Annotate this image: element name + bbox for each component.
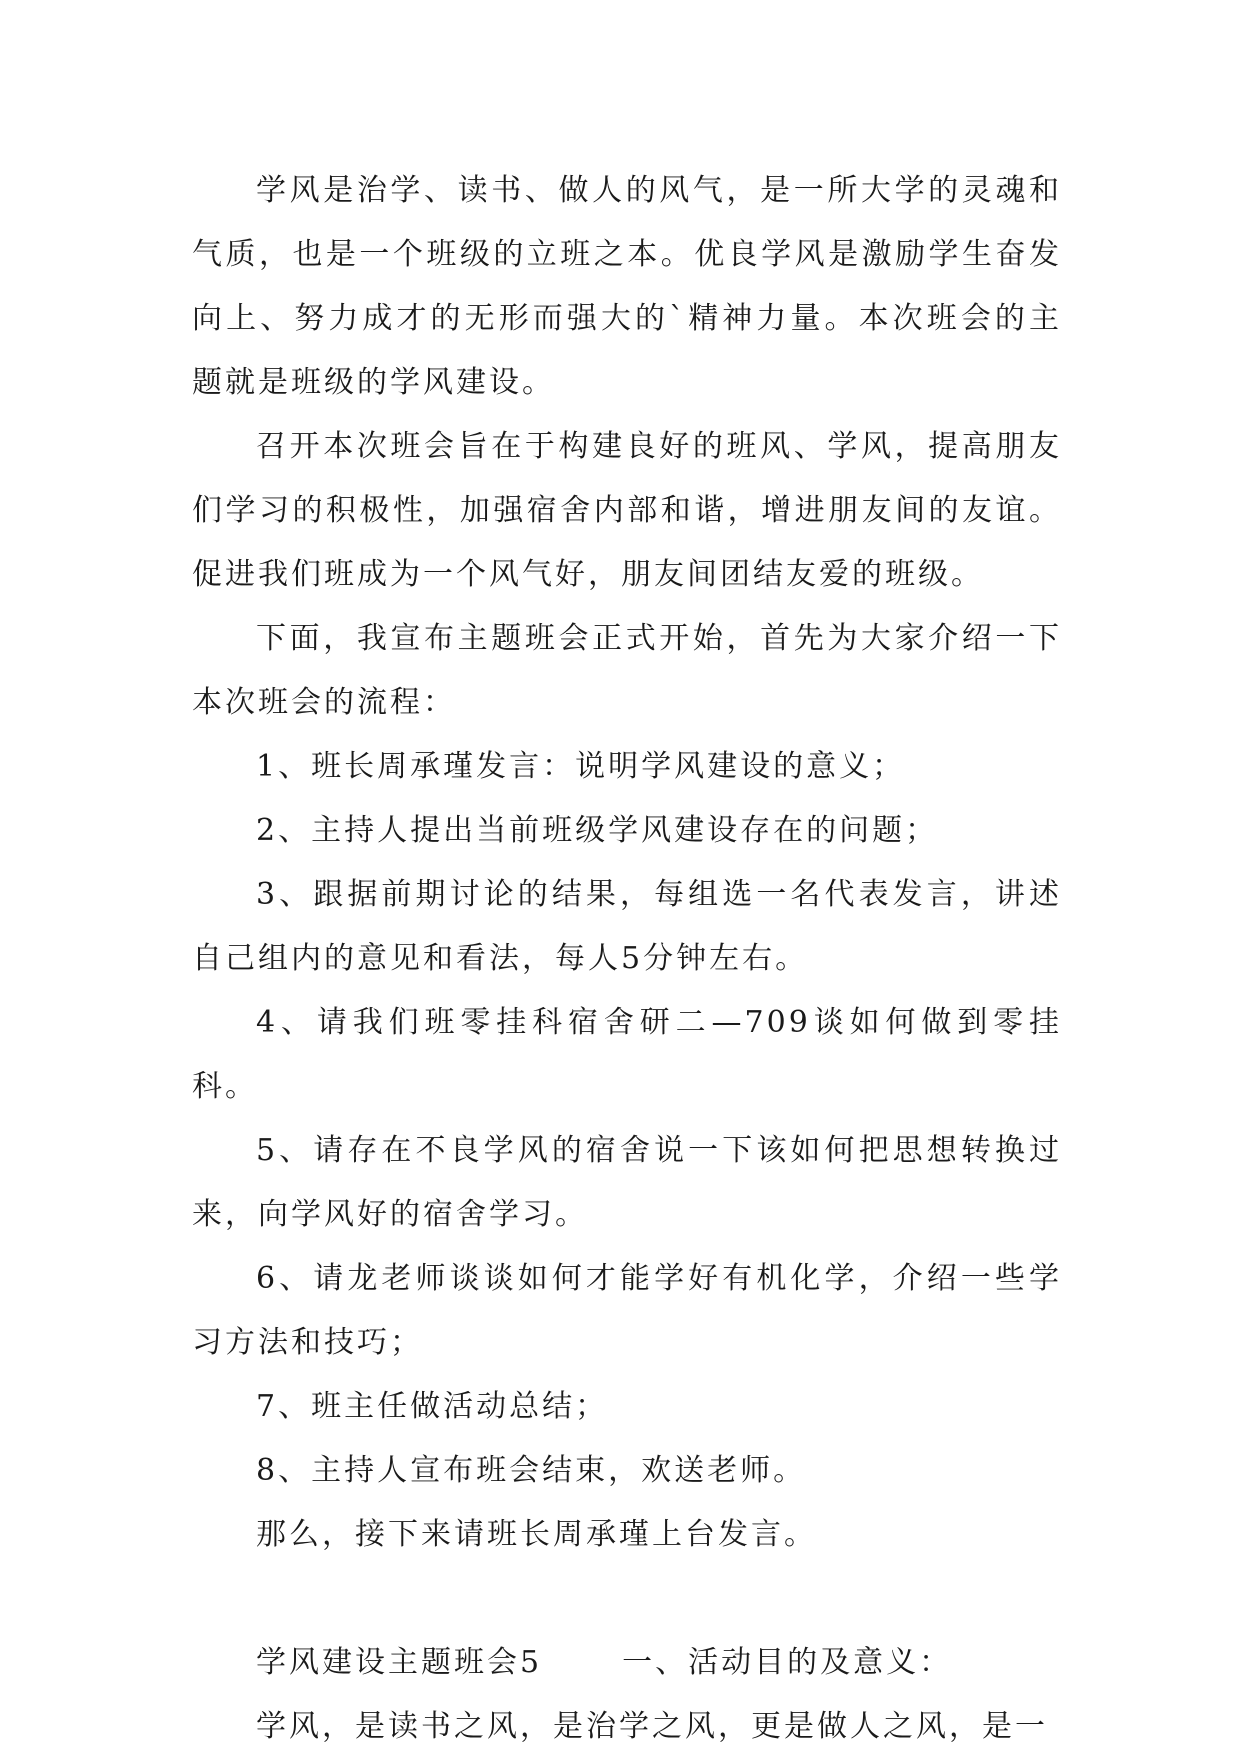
agenda-item-2: 2、主持人提出当前班级学风建设存在的问题； bbox=[256, 813, 939, 848]
document-body bbox=[192, 159, 1062, 1759]
section-heading bbox=[192, 1631, 1062, 1695]
agenda-item-5: 5、请存在不良学风的宿舍说一下该如何把思想转换过来，向学风好的宿舍学习。 bbox=[192, 1133, 1062, 1232]
paragraph-closing: 那么，接下来请班长周承瑾上台发言。 bbox=[256, 1517, 817, 1552]
agenda-item-1: 1、班长周承瑾发言：说明学风建设的意义； bbox=[256, 749, 906, 784]
section-spacer bbox=[192, 1567, 1062, 1631]
agenda-item-8: 8、主持人宣布班会结束，欢送老师。 bbox=[256, 1453, 807, 1488]
section-subtitle: 一、活动目的及意义： bbox=[622, 1645, 953, 1680]
agenda-item-3: 3、跟据前期讨论的结果，每组选一名代表发言，讲述自己组内的意见和看法，每人5分钟左右。 bbox=[192, 877, 1062, 976]
paragraph-purpose: 召开本次班会旨在于构建良好的班风、学风，提高朋友们学习的积极性，加强宿舍内部和谐，增进朋友间的友谊。促进我们班成为一个风气好，朋友间团结友爱的班级。 bbox=[192, 429, 1062, 592]
agenda-item-4: 4、请我们班零挂科宿舍研二—709谈如何做到零挂科。 bbox=[192, 1005, 1062, 1104]
agenda-item-6: 6、请龙老师谈谈如何才能学好有机化学，介绍一些学习方法和技巧； bbox=[192, 1261, 1062, 1360]
section-first-line: 学风，是读书之风，是治学之风，更是做人之风，是一 bbox=[256, 1709, 1048, 1744]
paragraph-announcement: 下面，我宣布主题班会正式开始，首先为大家介绍一下本次班会的流程： bbox=[192, 621, 1062, 720]
paragraph-intro: 学风是治学、读书、做人的风气，是一所大学的灵魂和气质，也是一个班级的立班之本。优良学风是激励学生奋发向上、努力成才的无形而强大的`精神力量。本次班会的主题就是班级的学风建设。 bbox=[192, 173, 1062, 400]
section-title: 学风建设主题班会5 bbox=[256, 1645, 543, 1680]
agenda-item-7: 7、班主任做活动总结； bbox=[256, 1389, 609, 1424]
